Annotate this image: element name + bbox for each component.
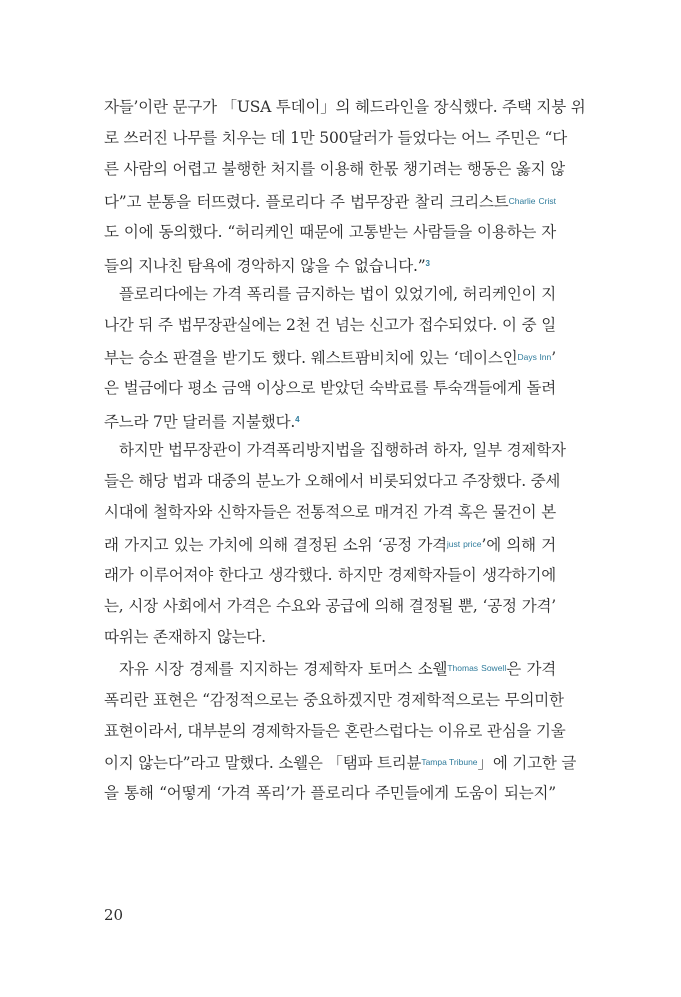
line-text: 도 이에 동의했다. “허리케인 때문에 고통받는 사람들을 이용하는 자 xyxy=(104,222,556,241)
line-text: 플로리다에는 가격 폭리를 금지하는 법이 있었기에, 허리케인이 지 xyxy=(119,285,556,304)
english-gloss: Thomas Sowell xyxy=(447,663,507,674)
line-text-continued: 은 가격 xyxy=(506,660,557,679)
line-text: 자유 시장 경제를 지지하는 경제학자 토머스 소웰 xyxy=(119,660,448,679)
line-text-continued: ’에 의해 거 xyxy=(481,535,556,554)
line-text: 자들’이란 문구가 「USA 투데이」의 헤드라인을 장식했다. 주택 지붕 위 xyxy=(104,98,586,116)
line-text-continued: 」에 기고한 글 xyxy=(477,753,577,772)
text-line xyxy=(104,560,556,591)
line-text: 나간 뒤 주 법무장관실에는 2천 건 넘는 신고가 접수되었다. 이 중 일 xyxy=(104,316,556,335)
footnote-marker: 3 xyxy=(425,258,430,268)
line-text: 로 쓰러진 나무를 치우는 데 1만 500달러가 들었다는 어느 주민은 “다 xyxy=(104,129,567,148)
line-text: 른 사람의 어렵고 불행한 처지를 이용해 한몫 챙기려는 행동은 옳지 않 xyxy=(104,160,565,179)
text-line xyxy=(104,591,556,622)
line-text: 이지 않는다”라고 말했다. 소웰은 「탬파 트리뷴 xyxy=(104,753,422,772)
line-text: 폭리란 표현은 “감정적으로는 중요하겠지만 경제학적으로는 무의미한 xyxy=(104,690,564,709)
line-text: 을 통해 “어떻게 ‘가격 폭리’가 플로리다 주민들에게 도움이 되는지” xyxy=(104,784,556,803)
text-line xyxy=(104,154,565,185)
text-line xyxy=(104,123,567,154)
text-line xyxy=(104,373,556,404)
english-gloss: Charlie Crist xyxy=(508,195,556,206)
line-text: 따위는 존재하지 않는다. xyxy=(104,628,266,647)
body-text xyxy=(104,92,586,809)
text-line xyxy=(104,653,556,684)
text-line xyxy=(104,747,577,778)
line-text: 래 가지고 있는 가치에 의해 결정된 소위 ‘공정 가격 xyxy=(104,535,447,554)
text-line xyxy=(104,404,556,435)
text-line xyxy=(104,310,556,341)
text-line xyxy=(104,529,556,560)
text-line xyxy=(104,186,556,217)
text-line xyxy=(104,497,556,528)
line-text: 은 벌금에다 평소 금액 이상으로 받았던 숙박료를 투숙객들에게 돌려 xyxy=(104,378,556,397)
text-line xyxy=(104,466,561,497)
line-text: 래가 이루어져야 한다고 생각했다. 하지만 경제학자들이 생각하기에 xyxy=(104,565,556,584)
line-text: 들은 해당 법과 대중의 분노가 오해에서 비롯되었다고 주장했다. 중세 xyxy=(104,472,561,491)
line-text: 하지만 법무장관이 가격폭리방지법을 집행하려 하자, 일부 경제학자 xyxy=(119,441,566,460)
text-line xyxy=(104,435,566,466)
english-gloss: Days Inn xyxy=(517,351,552,362)
page-number: 20 xyxy=(104,906,124,924)
text-line xyxy=(104,778,556,809)
line-text: 부는 승소 판결을 받기도 했다. 웨스트팜비치에 있는 ‘데이스인 xyxy=(104,348,518,367)
english-gloss: Tampa Tribune xyxy=(421,756,478,767)
text-line xyxy=(104,685,564,716)
line-text: 다”고 분통을 터뜨렸다. 플로리다 주 법무장관 찰리 크리스트 xyxy=(104,192,509,211)
line-text: 들의 지나친 탐욕에 경악하지 않을 수 없습니다.” xyxy=(104,256,426,275)
text-line xyxy=(104,716,566,747)
text-line xyxy=(104,279,556,310)
line-text: 는, 시장 사회에서 가격은 수요와 공급에 의해 결정될 뿐, ‘공정 가격’ xyxy=(104,597,556,615)
text-line xyxy=(104,248,556,279)
english-gloss: just price xyxy=(446,538,482,549)
footnote-marker: 4 xyxy=(295,414,300,424)
text-line xyxy=(104,342,556,373)
line-text: 주느라 7만 달러를 지불했다. xyxy=(104,412,296,431)
line-text: 표현이라서, 대부분의 경제학자들은 혼란스럽다는 이유로 관심을 기울 xyxy=(104,721,566,740)
text-line xyxy=(104,217,556,248)
line-text-continued: ’ xyxy=(551,348,556,367)
text-line xyxy=(104,622,556,653)
text-line xyxy=(104,92,586,123)
line-text: 시대에 철학자와 신학자들은 전통적으로 매겨진 가격 혹은 물건이 본 xyxy=(104,503,556,522)
